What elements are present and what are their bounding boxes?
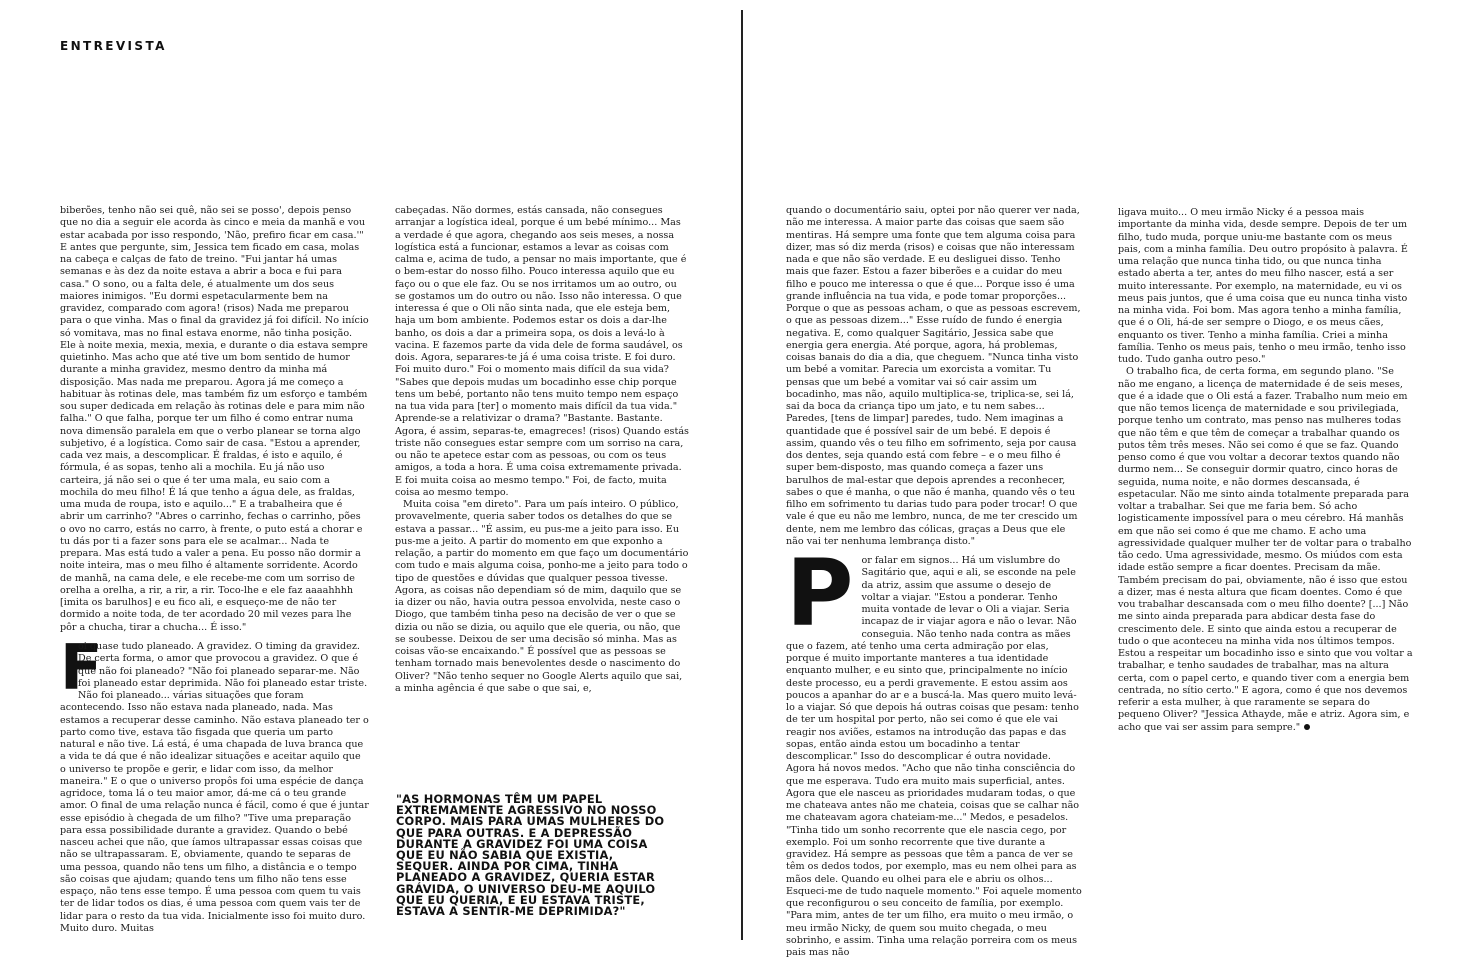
article-column-2 [395, 205, 689, 697]
article-column-3-continued [786, 540, 1082, 958]
paragraph [1118, 366, 1414, 734]
drop-cap: P [786, 540, 854, 647]
paragraph: ligava muito... O meu irmão Nicky é a pessoa mais importante da minha vida, desde sempre. Depois de ter um filho, tudo muda, porque uniu-me bastante com os meus pais, com a minha família. Deu outro propósito à palavra. É uma relação que nunca tinha tido, ou que nunca tinha estado aberta a ter, antes do meu filho nascer, está a ser muito interessante. Por exemplo, na maternidade, eu vi os meus pais juntos, que é uma coisa que eu nunca tinha visto na minha vida. Foi bom. Mas agora tenho a minha família, que é o Oli, há-de ser sempre o Diogo, e os meus cães, enquanto os tiver. Tenho a minha família. Criei a minha família. Tenho os meus pais, tenho o meu irmão, tenho isso tudo. Tudo ganha outro peso." [1118, 207, 1408, 365]
paragraph: biberões, tenho não sei quê, não sei se posso', depois penso que no dia a seguir ele acorda às cinco e meia da manhã e vou estar acabada por isso respondo, 'Não, prefiro ficar em casa.'" E antes que pergunte, sim, Jessica tem ficado em casa, molas na cabeça e calças de fato de treino. "Fui jantar há umas semanas e às dez da noite estava a abrir a boca e fui para casa." O sono, ou a falta dele, é atualmente um dos seus maiores inimigos. "Eu dormi espetacularmente bem na gravidez, comparado com agora! (risos) Nada me preparou para o que vinha. Mas o final da gravidez já foi difícil. No início só vomitava, mas no final estava enorme, não tinha posição. Ele à noite mexia, mexia, mexia, e durante o dia estava sempre quietinho. Mas acho que até tive um bom sentido de humor durante a minha gravidez, mesmo dentro da minha má disposição. Mas nada me preparou. Agora já me começo a habituar às rotinas dele, mas também fiz um esforço e também sou super dedicada em relação às rotinas dele e para mim não falha." O que falha, porque ter um filho é como entrar numa nova dimensão paralela em que o verbo planear se torna algo subjetivo, é a logística. Como sair de casa. "Estou a aprender, cada vez mais, a descomplicar. É fraldas, é isto e aquilo, é fórmula, é as sopas, tenho ali a mochila. Eu já não uso carteira, já não sei o que é ter uma mala, eu saio com a mochila do meu filho! É lá que tenho a água dele, as fraldas, uma muda de roupa, isto e aquilo..." E a trabalheira que é abrir um carrinho? "Abres o carrinho, fechas o carrinho, pões o ovo no carro, estás no carro, à frente, o puto está a chorar e tu dás por ti a fazer sons para ele se acalmar... Nada te prepara. Mas está tudo a valer a pena. Eu posso não dormir a noite inteira, mas o meu filho é altamente sorridente. Acordo de manhã, na cama dele, e ele recebe-me com um sorriso de orelha a orelha, a rir, a rir, a rir. Toco-lhe e ele faz aaaahhhh [imita os barulhos] e eu fico ali, e esqueço-me de não ter dormido a noite toda, de ter acordado 20 mil vezes para lhe pôr a chucha, tirar a chucha... É isso." [60, 205, 369, 633]
article-column-1 [60, 205, 369, 637]
paragraph: Muita coisa "em direto". Para um país inteiro. O público, provavelmente, queria saber todos os detalhes do que se estava a passar... "É assim, eu pus-me a jeito para isso. Eu pus-me a jeito. A partir do momento em que exponho a relação, a partir do momento em que faço um documentário com tudo e mais alguma coisa, ponho-me a jeito para todo o tipo de questões e dúvidas que qualquer pessoa tivesse. Agora, as coisas não dependiam só de mim, daquilo que se ia dizer ou não, havia outra pessoa envolvida, neste caso o Diogo, que também tinha peso na decisão de ver o que se dizia ou não se dizia, ou aquilo que ele queria, ou não, que se soubesse. Deixou de ser uma decisão só minha. Mas as coisas vão-se encaixando." É possível que as pessoas se tenham tornado mais benevolentes desde o nascimento do Oliver? "Não tenho sequer no Google Alerts aquilo que sai, a minha agência é que sabe o que sai, e, [395, 499, 689, 694]
section-label: ENTREVISTA [60, 39, 167, 53]
article-column-1-continued [60, 631, 369, 937]
paragraph-text: O trabalho fica, de certa forma, em segundo plano. "Se não me engano, a licença de maternidade é de seis meses, que é a idade que o Oli está a fazer. Trabalho num meio em que não temos licença de maternidade e sou privilegiada, porque tenho um contrato, mas penso nas mulheres todas que não têm e que têm de começar a trabalhar quando os putos têm três meses. Não sei como é que se faz. Quando penso como é que vou voltar a decorar textos quando não durmo nem... Se conseguir dormir quatro, cinco horas de seguida, numa noite, e não dormes descansada, é espetacular. Não me sinto ainda totalmente preparada para voltar a trabalhar. Sei que me faria bem. Só acho logisticamente impossível para o meu cérebro. Há manhãs em que não sei como é que me chamo. E acho uma agressividade qualquer mulher ter de voltar para o trabalho tão cedo. Uma agressividade, mesmo. Os miúdos com esta idade estão sempre a ficar doentes. Precisam da mãe. Também precisam do pai, obviamente, não é isso que estou a dizer, mas é nesta altura que ficam doentes. Como é que vou trabalhar descansada com o meu filho doente? [...] Não me sinto ainda preparada para abdicar desta fase do crescimento dele. E sinto que ainda estou a recuperar de tudo o que aconteceu na minha vida nos últimos tempos. Estou a respeitar um bocadinho isso e sinto que vou voltar a trabalhar, e tenho saudades de trabalhar, mas na altura certa, com o papel certo, e quando tiver com a energia bem centrada, no sítio certo." E agora, como é que nos devemos referir a esta mulher, à que raramente se separa do pequeno Oliver? "Jessica Athayde, mãe e atriz. Agora sim, e acho que vai ser assim para sempre." [1118, 366, 1413, 733]
paragraph: or falar em signos... Há um vislumbre do Sagitário que, aqui e ali, se esconde na pele da atriz, assim que assume o desejo de voltar a viajar. "Estou a ponderar. Tenho muita vontade de levar o Oli a viajar. Seria incapaz de ir viajar agora e não o levar. Não conseguia. Não tenho nada contra as mães que o fazem, até tenho uma certa admiração por elas, porque é muito importante manteres a tua identidade enquanto mulher, e eu sinto que, principalmente no início deste processo, eu a perdi gravemente. E estou assim aos poucos a apanhar do ar e a buscá-la. Mas quero muito levá-lo a viajar. Só que depois há outras coisas que pesam: tenho de ter um hospital por perto, não sei como é que ele vai reagir nos aviões, estamos na introdução das papas e das sopas, então ainda estou um bocadinho a tentar descomplicar." Isso do descomplicar é outra novidade. Agora há novos medos. "Acho que não tinha consciência do que me esperava. Tudo era muito mais superficial, antes. Agora que ele nasceu as prioridades mudaram todas, o que me chateava antes não me chateia, coisas que se calhar não me chateavam agora chateiam-me..." Medos, e pesadelos. "Tinha tido um sonho recorrente que ele nascia cego, por exemplo. Foi um sonho recorrente que tive durante a gravidez. Há sempre as pessoas que têm a panca de ver se têm os dedos todos, por exemplo, mas eu nem olhei para as mãos dele. Quando eu olhei para ele e abriu os olhos... Esqueci-me de tudo naquele momento." Foi aquele momento que reconfigurou o seu conceito de família, por exemplo. "Para mim, antes de ter um filho, era muito o meu irmão, o meu irmão Nicky, de quem sou muito chegada, o meu sobrinho, e assim. Tinha uma relação porreira com os meus pais mas não [786, 555, 1082, 958]
page-gutter-divider [741, 10, 743, 940]
end-mark-icon [1304, 724, 1310, 730]
paragraph: oi quase tudo planeado. A gravidez. O timing da gravidez. De certa forma, o amor que provocou a gravidez. O que é que não foi planeado? "Não foi planeado separar-me. Não foi planeado estar deprimida. Não foi planeado estar triste. Não foi planeado... várias situações que foram acontecendo. Isso não estava nada planeado, nada. Mas estamos a recuperar desse caminho. Não estava planeado ter o parto como tive, estava tão fisgada que queria um parto natural e não tive. Lá está, é uma chapada de luva branca que a vida te dá que é não idealizar situações e aceitar aquilo que o universo te propõe e gerir, e lidar com isso, da melhor maneira." E o que o universo propôs foi uma espécie de dança agridoce, toma lá o teu maior amor, dá-me cá o teu grande amor. O final de uma relação nunca é fácil, como é que é juntar esse episódio à chegada de um filho? "Tive uma preparação para essa possibilidade durante a gravidez. Quando o bebé nasceu achei que não, que íamos ultrapassar essas coisas que não se ultrapassaram. E, obviamente, quando te separas de uma pessoa, quando não tens um filho, a distância e o tempo são coisas que ajudam; quando tens um filho não tens esse espaço, não tens esse tempo. É uma pessoa com quem tu vais ter de lidar todos os dias, é uma pessoa com quem vais ter de lidar para o resto da tua vida. Inicialmente isso foi muito duro. Muito duro. Muitas [60, 641, 369, 934]
drop-cap: F [60, 631, 103, 704]
paragraph: quando o documentário saiu, optei por não querer ver nada, não me interessa. A maior parte das coisas que saem são mentiras. Há sempre uma fonte que tem alguma coisa para dizer, mas só diz merda (risos) e coisas que não interessam nada e que não são verdade. E eu desliguei disso. Tenho mais que fazer. Estou a fazer biberões e a cuidar do meu filho e pouco me interessa o que é que... Porque isso é uma grande influência na tua vida, e pode tomar proporções... Porque o que as pessoas acham, o que as pessoas escrevem, o que as pessoas dizem..." Esse ruído de fundo é energia negativa. E, como qualquer Sagitário, Jessica sabe que energia gera energia. Até porque, agora, há problemas, coisas banais do dia a dia, que cheguem. "Nunca tinha visto um bebé a vomitar. Parecia um exorcista a vomitar. Tu pensas que um bebé a vomitar vai só cair assim um bocadinho, mas não, aquilo multiplica-se, triplica-se, sei lá, sai da boca da criança tipo um jato, e tu nem sabes... Paredes, [tens de limpar] paredes, tudo. Nem imaginas a quantidade que é possível sair de um bebé. E depois é assim, quando vês o teu filho em sofrimento, seja por causa dos dentes, seja quando está com febre – e o meu filho é super bem-disposto, mas quando começa a fazer uns barulhos de mal-estar que depois aprendes a reconhecer, sabes o que é manha, o que não é manha, quando vês o teu filho em sofrimento tu darias tudo para poder trocar! O que vale é que eu não me lembro, nunca, de me ter crescido um dente, nem me lembro das cólicas, graças a Deus que ele não vai ter nenhuma lembrança disto." [786, 205, 1081, 547]
article-column-3 [786, 205, 1082, 545]
paragraph: cabeçadas. Não dormes, estás cansada, não consegues arranjar a logística ideal, porque é um bebé mínimo... Mas a verdade é que agora, chegando aos seis meses, a nossa logística está a funcionar, estamos a levar as coisas com calma e, acima de tudo, a pensar no mais importante, que é o bem-estar do nosso filho. Pouco interessa aquilo que eu faço ou o que ele faz. Ou se nos irritamos um ao outro, ou se gostamos um do outro ou não. Isso não interessa. O que interessa é que o Oli não sinta nada, que ele esteja bem, haja um bom ambiente. Podemos estar os dois a dar-lhe banho, os dois a dar a primeira sopa, os dois a levá-lo à vacina. E fazemos parte da vida dele de forma saudável, os dois. Agora, separares-te já é uma coisa triste. E foi duro. Foi muito duro." Foi o momento mais difícil da sua vida? "Sabes que depois mudas um bocadinho esse chip porque tens um bebé, portanto não tens muito tempo nem espaço na tua vida para [ter] o momento mais difícil da tua vida." Aprende-se a relativizar o drama? "Bastante. Bastante. Agora, é assim, separas-te, emagreces! (risos) Quando estás triste não consegues estar sempre com um sorriso na cara, ou não te apetece estar com as pessoas, ou com os teus amigos, a toda a hora. É uma coisa extremamente privada. E foi muita coisa ao mesmo tempo." Foi, de facto, muita coisa ao mesmo tempo. [395, 205, 689, 498]
pull-quote: "AS HORMONAS TÊM UM PAPEL EXTREMAMENTE AGRESSIVO NO NOSSO CORPO. MAIS PARA UMAS MULHERES DO QUE PARA OUTRAS. E A DEPRESSÃO DURANTE A GRAVIDEZ FOI UMA COISA QUE EU NÃO SABIA QUE EXISTIA, SEQUER. AINDA POR CIMA, TINHA PLANEADO A GRAVIDEZ, QUERIA ESTAR GRÁVIDA, O UNIVERSO DEU-ME AQUILO QUE EU QUERIA, E EU ESTAVA TRISTE, ESTAVA A SENTIR-ME DEPRIMIDA?" [396, 792, 665, 919]
article-column-4 [1118, 207, 1414, 733]
